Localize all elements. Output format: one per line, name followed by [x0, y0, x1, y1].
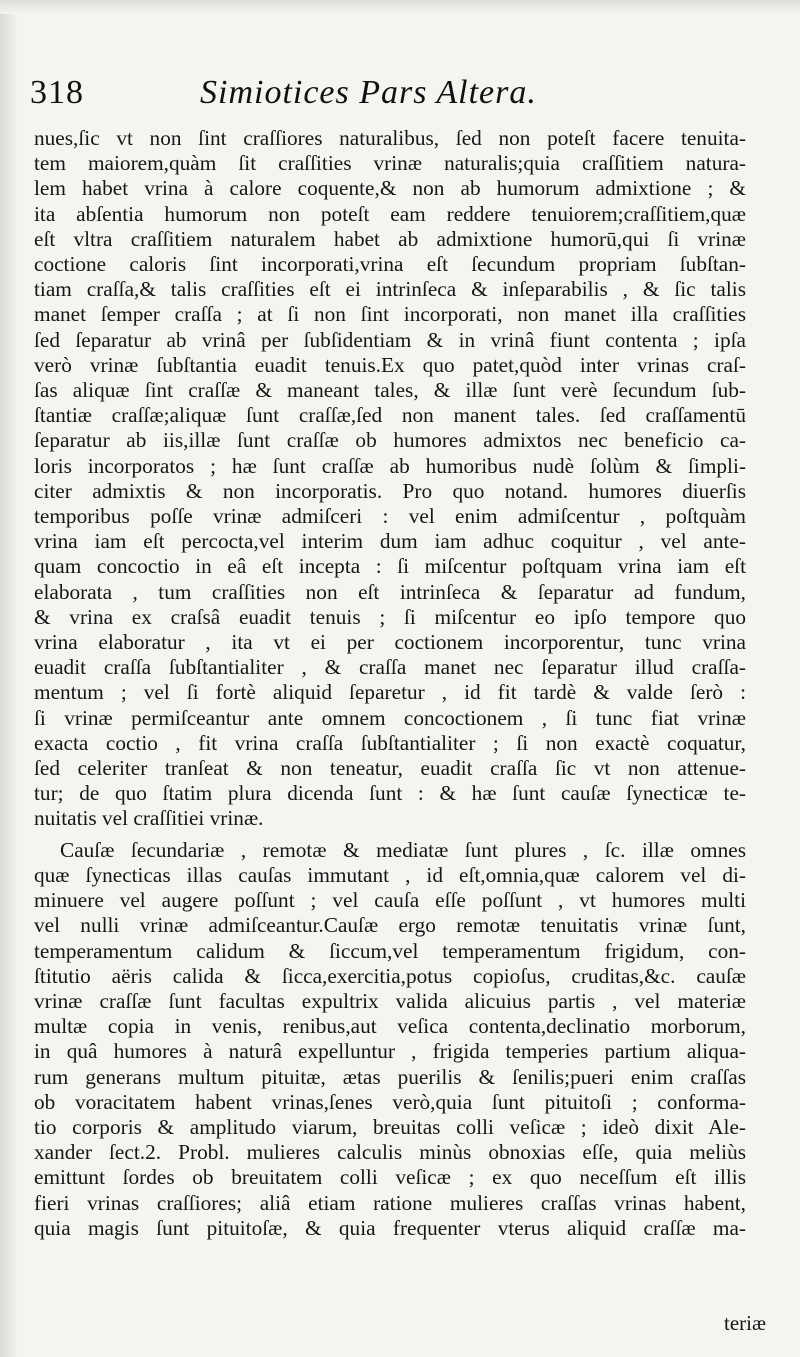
text-line: vel nulli vrinæ admiſceantur.Cauſæ ergo remotæ tenuitatis vrinæ ſunt,: [34, 913, 746, 938]
text-line: mentum ; vel ſi fortè aliquid ſeparetur , id fit tardè & valde ſerò :: [34, 680, 746, 705]
text-line: lem habet vrina à calore coquente,& non ab humorum admixtione ; &: [34, 176, 746, 201]
text-line: ſtitutio aëris calida & ſicca,exercitia,potus copioſus, cruditas,&c. cauſæ: [34, 963, 746, 988]
text-line: vrina elaboratur , ita vt ei per coctionem incorporentur, tunc vrina: [34, 630, 746, 655]
paragraph: [34, 838, 746, 1241]
text-line: tio corporis & amplitudo viarum, breuitas colli veſicæ ; ideò dixit Ale-: [34, 1114, 746, 1139]
text-line: verò vrinæ ſubſtantia euadit tenuis.Ex quo patet,quòd inter vrinas craſ-: [34, 352, 746, 377]
text-line: multæ copia in venis, renibus,aut veſica contenta,declinatio morborum,: [34, 1014, 746, 1039]
text-line: quia magis ſunt pituitoſæ, & quia frequenter vterus aliquid craſſæ ma-: [34, 1215, 746, 1240]
text-line: ſas aliquæ ſint craſſæ & maneant tales, & illæ ſunt verè ſecundum ſub-: [34, 378, 746, 403]
text-line: ſed ſeparatur ab vrinâ per ſubſidentiam & in vrinâ fiunt contenta ; ipſa: [34, 327, 746, 352]
text-line: Cauſæ ſecundariæ , remotæ & mediatæ ſunt plures , ſc. illæ omnes: [60, 837, 746, 862]
page-header: [30, 74, 770, 126]
running-title: Simiotices Pars Altera.: [200, 74, 537, 111]
page-number: 318: [30, 74, 84, 111]
text-line: eſt vltra craſſitiem naturalem habet ab admixtione humorū,qui ſi vrinæ: [34, 226, 746, 251]
text-line: xander ſect.2. Probl. mulieres calculis minùs obnoxias eſſe, quia meliùs: [34, 1140, 746, 1165]
text-line: ita abſentia humorum non poteſt eam reddere tenuiorem;craſſitiem,quæ: [34, 201, 746, 226]
text-line: nuitatis vel craſſitiei vrinæ.: [34, 806, 264, 831]
text-line: vrina iam eſt percocta,vel interim dum iam adhuc coquitur , vel ante-: [34, 529, 746, 554]
text-line: quam concoctio in eâ eſt incepta : ſi miſcentur poſtquam vrina iam eſt: [34, 554, 746, 579]
text-line: ſeparatur ab iis,illæ ſunt craſſæ ob humores admixtos nec beneficio ca-: [34, 428, 746, 453]
text-line: tiam craſſa,& talis craſſities eſt ei intrinſeca & inſeparabilis , & ſic talis: [34, 277, 746, 302]
text-line: & vrina ex craſsâ euadit tenuis ; ſi miſcentur eo ipſo tempore quo: [34, 604, 746, 629]
text-line: fieri vrinas craſſiores; aliâ etiam ratione mulieres craſſas vrinas habent,: [34, 1190, 746, 1215]
text-line: rum generans multum pituitæ, ætas puerilis & ſenilis;pueri enim craſſas: [34, 1064, 746, 1089]
text-line: tur; de quo ſtatim plura dicenda ſunt : & hæ ſunt cauſæ ſynecticæ te-: [34, 781, 746, 806]
text-line: nues,ſic vt non ſint craſſiores naturalibus, ſed non poteſt facere tenuita-: [34, 126, 746, 150]
catchword: teriæ: [724, 1311, 766, 1335]
text-line: loris incorporatos ; hæ ſunt craſſæ ab humoribus nudè ſolùm & ſimpli-: [34, 453, 746, 478]
text-line: euadit craſſa ſubſtantialiter , & craſſa manet nec ſeparatur illud craſſa-: [34, 655, 746, 680]
text-line: coctione caloris ſint incorporati,vrina eſt ſecundum propriam ſubſtan-: [34, 252, 746, 277]
text-line: ſi vrinæ permiſceantur ante omnem concoctionem , ſi tunc fiat vrinæ: [34, 705, 746, 730]
text-line: temperamentum calidum & ſiccum,vel temperamentum frigidum, con-: [34, 938, 746, 963]
text-line: elaborata , tum craſſities non eſt intrinſeca & ſeparatur ad fundum,: [34, 579, 746, 604]
text-line: exacta coctio , fit vrina craſſa ſubſtantialiter ; ſi non exactè coquatur,: [34, 730, 746, 755]
text-line: ſed celeriter tranſeat & non teneatur, euadit craſſa ſic vt non attenue-: [34, 756, 746, 781]
text-line: temporibus poſſe vrinæ admiſceri : vel enim admiſcentur , poſtquàm: [34, 504, 746, 529]
body-text: [34, 126, 746, 1241]
text-line: emittunt ſordes ob breuitatem colli veſicæ ; ex quo neceſſum eſt illis: [34, 1165, 746, 1190]
text-line: quæ ſynecticas illas cauſas immutant , id eſt,omnia,quæ calorem vel di-: [34, 862, 746, 887]
text-line: minuere vel augere poſſunt ; vel cauſa eſſe poſſunt , vt humores multi: [34, 888, 746, 913]
text-line: ſtantiæ craſſæ;aliquæ ſunt craſſæ,ſed non manent tales. ſed craſſamentū: [34, 403, 746, 428]
paragraph: [34, 126, 746, 832]
text-line: vrinæ craſſæ ſunt facultas expultrix valida alicuius partis , vel materiæ: [34, 988, 746, 1013]
text-line: in quâ humores à naturâ expelluntur , frigida temperies partium aliqua-: [34, 1039, 746, 1064]
text-line: manet ſemper craſſa ; at ſi non ſint incorporati, non manet illa craſſities: [34, 302, 746, 327]
text-line: tem maiorem,quàm ſit craſſities vrinæ naturalis;quia craſſitiem natura-: [34, 151, 746, 176]
text-line: ob voracitatem habent vrinas,ſenes verò,quia ſunt pituitoſi ; conforma-: [34, 1089, 746, 1114]
text-line: citer admixtis & non incorporatis. Pro quo notand. humores diuerſis: [34, 478, 746, 503]
